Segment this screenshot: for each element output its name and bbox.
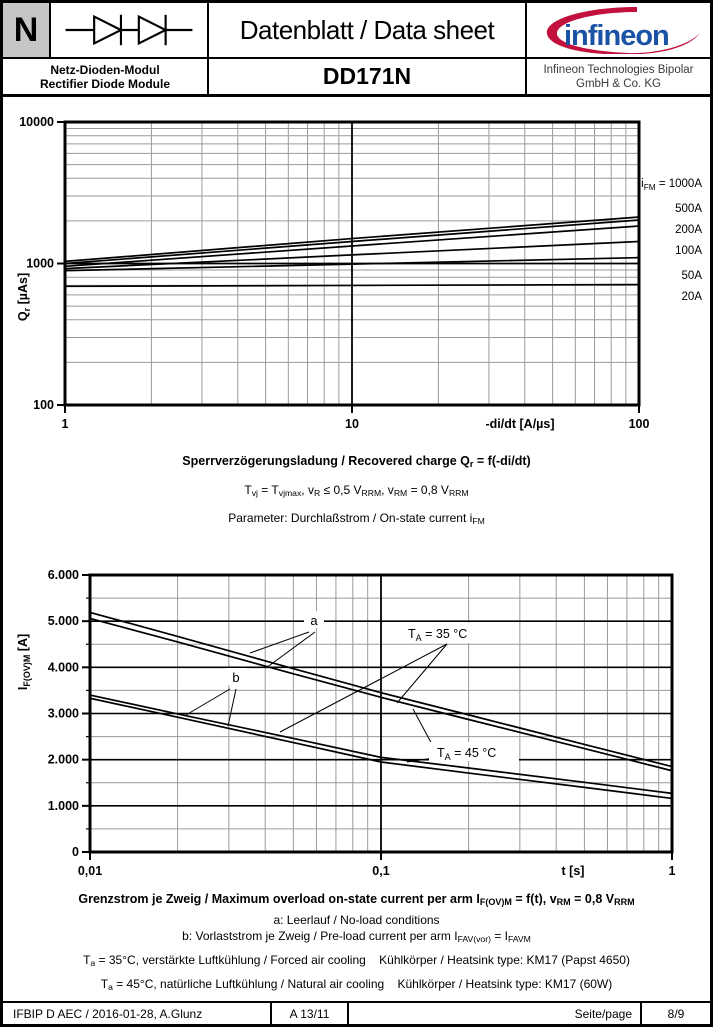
annotation-leader: [280, 644, 447, 732]
ov-y-tick: 3.000: [47, 706, 79, 721]
qr-series-label: 100A: [675, 245, 702, 257]
type-badge-letter: N: [13, 10, 39, 49]
bottom-chart-title: Grenzstrom je Zweig / Maximum overload on-state current per arm $I_{F(OV)M} = f(t)$, $v_{RM} = 0,8$ $V_{RRM}$: [78, 892, 635, 907]
header-row-1: [3, 3, 710, 59]
recovered-charge-chart: [3, 97, 710, 442]
ov-x-axis-label: t [s]: [561, 864, 585, 878]
logo-cell: [527, 3, 710, 57]
qr-y-tick: 1000: [26, 256, 54, 271]
ov-x-tick: 0,01: [77, 864, 103, 878]
annotation-ta45: $T_A = 45$ °C: [437, 746, 497, 762]
module-type-en: Rectifier Diode Module: [39, 76, 170, 91]
ov-y-tick: 6.000: [47, 568, 79, 582]
module-type-de: Netz-Dioden-Modul: [50, 62, 160, 77]
cooling-35-text: $T_a = 35^\circ C$, verstärkte Luftkühlung / Forced air cooling Kühlkörper / Heatsink type: KM17 (Papst 4650): [83, 953, 630, 968]
legend-b-text: b: Vorlaststrom je Zweig / Pre-load current per arm $I_{FAV(vor)} = I_{FAVM}$: [182, 929, 531, 944]
qr-y-tick: 10000: [19, 115, 54, 129]
qr-series-label: 20A: [681, 291, 702, 303]
top-chart-parameter: Parameter: Durchlaßstrom / On-state current $i_{FM}$: [228, 511, 485, 526]
qr-y-tick: 100: [33, 398, 54, 412]
footer: [3, 1003, 710, 1024]
ov-y-axis-label: $I_{F(OV)M}$ [A]: [16, 633, 32, 691]
annotation-leader: [397, 644, 447, 703]
company-line2: GmbH & Co. KG: [576, 77, 661, 90]
footer-page-label: Seite/page: [347, 1003, 640, 1024]
top-chart-title: Sperrverzögerungsladung / Recovered charge $Q_r = f(-di/dt)$: [182, 454, 531, 469]
ov-y-tick: 2.000: [47, 752, 79, 767]
circuit-symbol-cell: [51, 3, 209, 57]
annotation-leader: [266, 632, 315, 668]
rectifier-diode-icon: [62, 6, 196, 54]
ov-plot: [16, 568, 676, 878]
company-line1: Infineon Technologies Bipolar: [543, 63, 694, 76]
document-title: Datenblatt / Data sheet: [209, 3, 527, 57]
ov-y-tick: 4.000: [47, 660, 79, 675]
ov-y-tick: 5.000: [47, 614, 79, 629]
qr-series-label: 50A: [681, 270, 702, 282]
annotation-b: b: [232, 670, 240, 685]
legend-a-text: a: Leerlauf / No-load conditions: [273, 913, 440, 927]
cooling-45-text: $T_a = 45^\circ C$, natürliche Luftkühlung / Natural air cooling Kühlkörper / Heatsink type: KM17 (60W): [100, 977, 613, 992]
qr-x-tick: 10: [345, 417, 359, 431]
content-area: [3, 97, 710, 1003]
footer-page-number: 8/9: [640, 1003, 710, 1024]
qr-y-axis-label: $Q_r$ [µAs]: [16, 272, 32, 322]
footer-doc-ref: IFBIP D AEC / 2016-01-28, A.Glunz: [13, 1006, 203, 1021]
ov-y-tick: 1.000: [47, 798, 79, 813]
ov-y-tick: 0: [72, 845, 79, 859]
qr-plot: [16, 115, 702, 431]
ov-x-tick: 0,1: [372, 864, 390, 878]
qr-series-label: 500A: [675, 203, 702, 215]
logo-wordmark: infineon: [563, 20, 669, 52]
annotation-a: a: [310, 613, 318, 628]
annotation-ta35: $T_A = 35$ °C: [408, 627, 468, 643]
header-row-2: [3, 59, 710, 97]
type-badge: [3, 3, 51, 57]
footer-revision: A 13/11: [270, 1003, 347, 1024]
qr-x-tick: 1: [61, 417, 69, 431]
top-chart-conditions: $T_{vj} = T_{vjmax}$, $v_R \le 0,5$ $V_{RRM}$, $v_{RM} = 0,8$ $V_{RRM}$: [244, 483, 469, 498]
part-number: DD171N: [209, 59, 527, 94]
ov-x-tick: 1: [668, 864, 676, 878]
overload-current-chart: [3, 557, 710, 892]
module-type: [3, 59, 209, 94]
infineon-logo: [534, 6, 704, 54]
qr-x-axis-label: -di/dt [A/µs]: [485, 417, 555, 431]
annotation-leader: [186, 689, 230, 715]
qr-series-label: $i_{FM} = 1000A$: [641, 178, 702, 192]
company-name: [527, 59, 710, 94]
qr-x-tick: 100: [628, 417, 650, 431]
qr-series-label: 200A: [675, 224, 702, 236]
